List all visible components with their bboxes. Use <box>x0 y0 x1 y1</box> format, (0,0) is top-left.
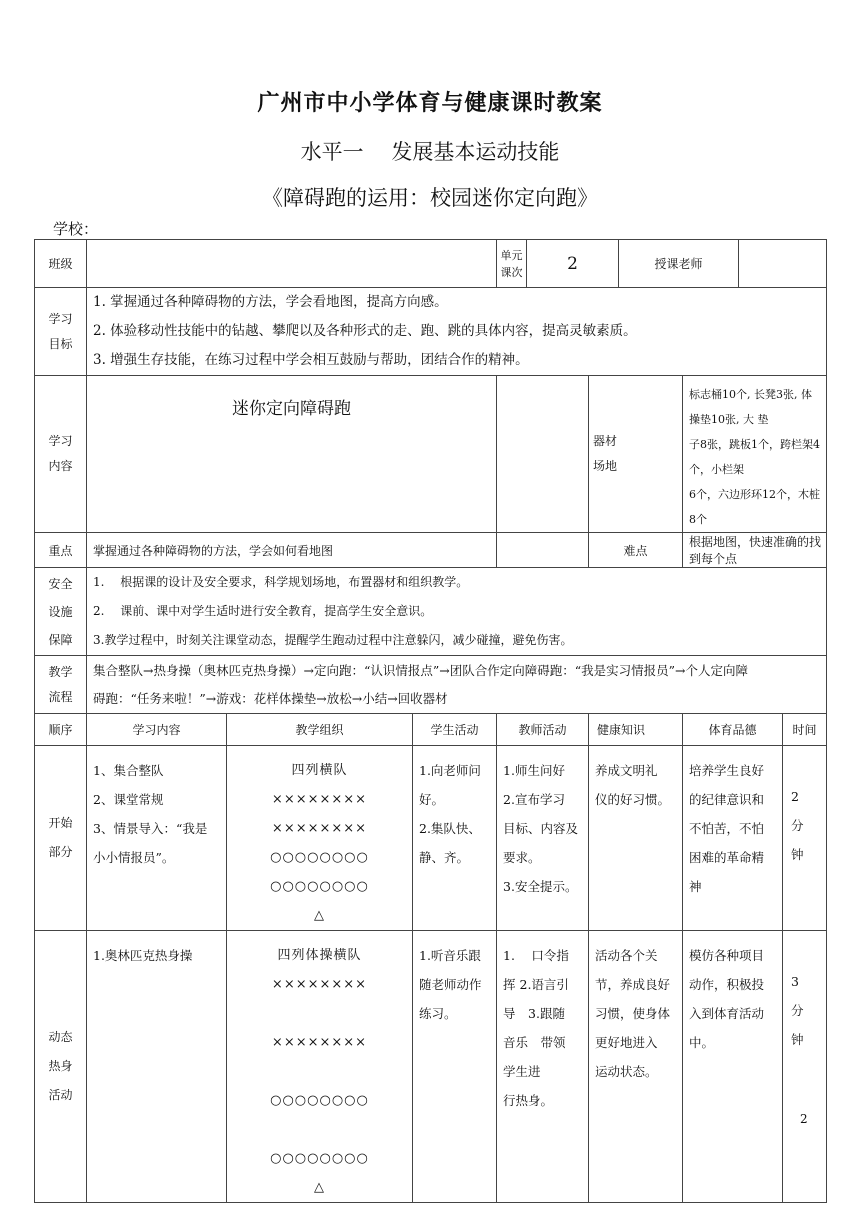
formation-row: ×××××××× <box>271 792 368 807</box>
formation-gap <box>227 1057 412 1086</box>
student-line: 好。 <box>419 792 445 807</box>
safety-label-line-3: 保障 <box>48 632 73 647</box>
difficulty-value: 根据地图，快速准确的找到每个点 <box>683 533 827 568</box>
section-name-line: 热身 <box>48 1059 73 1073</box>
content-value: 迷你定向障碍跑 <box>87 376 497 533</box>
teacher-line: 学生进 <box>503 1064 541 1079</box>
section-name <box>35 746 87 931</box>
formation-row: ×××××××× <box>271 977 368 992</box>
moral-line: 入到体育活动 <box>689 1006 765 1021</box>
equipment-label <box>589 376 683 533</box>
time-line: 分 <box>791 1003 804 1018</box>
equipment-label-line-2: 场地 <box>593 459 618 473</box>
section-name-line: 活动 <box>48 1088 73 1102</box>
col-header-health: 健康知识 <box>589 714 683 746</box>
col-header-time: 时间 <box>783 714 827 746</box>
health-line: 习惯，使身体 <box>595 1006 671 1021</box>
section-time <box>783 931 827 1203</box>
flow-label-line-2: 流程 <box>48 689 73 704</box>
formation-row: ○○○○○○○○ <box>270 879 369 894</box>
student-line: 1.听音乐跟 <box>419 948 481 963</box>
teacher-line: 挥 2.语言引 <box>503 977 569 992</box>
safety-list <box>87 568 827 656</box>
section-name-line: 开始 <box>48 816 73 830</box>
section-time <box>783 746 827 931</box>
section-health-knowledge <box>589 746 683 931</box>
section-content <box>87 931 227 1203</box>
student-line: 练习。 <box>419 1006 457 1021</box>
focus-value: 掌握通过各种障碍物的方法，学会如何看地图 <box>87 533 497 568</box>
col-header-moral: 体育品德 <box>683 714 783 746</box>
safety-item: 1. 根据课的设计及安全要求，科学规划场地，布置器材和组织教学。 <box>93 575 469 589</box>
section-name-line: 部分 <box>48 845 73 859</box>
content-spacer <box>497 376 589 533</box>
teacher-value <box>739 240 827 288</box>
col-header-order: 顺序 <box>35 714 87 746</box>
section-teacher-activity <box>497 746 589 931</box>
student-line: 随老师动作 <box>419 977 482 992</box>
teacher-line: 要求。 <box>503 850 541 865</box>
flow-text <box>87 656 827 714</box>
section-student-activity <box>413 931 497 1203</box>
goals-list <box>87 288 827 376</box>
time-line: 3 <box>791 974 799 989</box>
lesson-plan-table <box>34 239 827 1203</box>
formation-gap <box>227 999 412 1028</box>
moral-line: 动作，积极投 <box>689 977 765 992</box>
section-organization <box>227 931 413 1203</box>
section-moral <box>683 931 783 1203</box>
section-start-row <box>35 746 827 931</box>
goals-label-line-1: 学习 <box>48 311 73 326</box>
section-health-knowledge <box>589 931 683 1203</box>
health-line: 养成文明礼 <box>595 763 658 778</box>
content-line: 2、课堂常规 <box>93 792 164 807</box>
teacher-line: 2.宣布学习 <box>503 792 565 807</box>
school-label: 学校： <box>53 220 99 238</box>
focus-label: 重点 <box>35 533 87 568</box>
teacher-line: 目标、内容及 <box>503 821 579 836</box>
safety-label-line-2: 设施 <box>48 604 73 619</box>
section-teacher-activity <box>497 931 589 1203</box>
page-number: 2 <box>800 1112 808 1126</box>
flow-label <box>35 656 87 714</box>
class-info-row <box>35 240 827 288</box>
content-line: 1、集合整队 <box>93 763 164 778</box>
teacher-line: 行热身。 <box>503 1093 554 1108</box>
formation-caption: 四列体操横队 <box>277 948 362 963</box>
health-line: 更好地进入 <box>595 1035 658 1050</box>
focus-spacer <box>497 533 589 568</box>
moral-line: 中。 <box>689 1035 715 1050</box>
page-subtitle: 水平一 发展基本运动技能 <box>300 140 560 164</box>
time-line: 2 <box>791 789 799 804</box>
health-line: 活动各个关 <box>595 948 658 963</box>
lesson-title: 《障碍跑的运用：校园迷你定向跑》 <box>262 186 598 210</box>
teacher-line: 音乐 带领 <box>503 1035 566 1050</box>
equipment-line: 子8张，跳板1个，跨栏架4个，小栏架 <box>689 438 821 476</box>
formation-caption: 四列横队 <box>291 763 348 778</box>
student-line: 2.集队快、 <box>419 821 481 836</box>
column-header-row <box>35 714 827 746</box>
safety-item: 3.教学过程中，时刻关注课堂动态，提醒学生跑动过程中注意躲闪，减少碰撞，避免伤害。 <box>93 633 573 647</box>
time-line: 分 <box>791 818 804 833</box>
unit-value: 2 <box>527 240 619 288</box>
safety-label-line-1: 安全 <box>48 576 73 591</box>
section-warmup-row <box>35 931 827 1203</box>
col-header-organization: 教学组织 <box>227 714 413 746</box>
goals-label-line-2: 目标 <box>48 336 73 351</box>
moral-line: 的纪律意识和 <box>689 792 765 807</box>
page-title: 广州市中小学体育与健康课时教案 <box>257 90 603 116</box>
student-line: 静、齐。 <box>419 850 470 865</box>
moral-line: 培养学生良好 <box>689 763 765 778</box>
moral-line: 不怕苦，不怕 <box>689 821 765 836</box>
time-line: 钟 <box>791 847 804 862</box>
content-label <box>35 376 87 533</box>
goal-item: 1. 掌握通过各种障碍物的方法，学会看地图，提高方向感。 <box>93 294 448 310</box>
section-student-activity <box>413 746 497 931</box>
col-header-content: 学习内容 <box>87 714 227 746</box>
goals-label <box>35 288 87 376</box>
formation-row: ×××××××× <box>271 821 368 836</box>
section-name <box>35 931 87 1203</box>
equipment-line: 标志桶10个, 长凳3张, 体操垫10张, 大 垫 <box>689 388 813 426</box>
teacher-position-icon: △ <box>314 908 325 923</box>
health-line: 节，养成良好 <box>595 977 671 992</box>
teacher-line: 1.师生问好 <box>503 763 565 778</box>
section-name-line: 动态 <box>48 1030 73 1044</box>
content-label-line-1: 学习 <box>48 434 73 448</box>
moral-line: 模仿各种项目 <box>689 948 765 963</box>
flow-line: 集合整队→热身操（奥林匹克热身操）→定向跑：“认识情报点”→团队合作定向障碍跑：“我是实习情报员”→个人定向障 <box>93 662 748 678</box>
health-line: 运动状态。 <box>595 1064 658 1079</box>
safety-row <box>35 568 827 656</box>
formation-row: ○○○○○○○○ <box>270 1093 369 1108</box>
teacher-line: 3.安全提示。 <box>503 879 578 894</box>
class-value <box>87 240 497 288</box>
focus-row <box>35 533 827 568</box>
section-moral <box>683 746 783 931</box>
goal-item: 3. 增强生存技能，在练习过程中学会相互鼓励与帮助，团结合作的精神。 <box>93 352 529 368</box>
safety-item: 2. 课前、课中对学生适时进行安全教育，提高学生安全意识。 <box>93 604 433 618</box>
formation-row: ○○○○○○○○ <box>270 1151 369 1166</box>
content-line: 小小情报员”。 <box>93 850 175 865</box>
equipment-line: 6个，六边形环12个，木桩8个 <box>689 488 821 526</box>
formation-gap <box>227 1115 412 1144</box>
equipment-list <box>683 376 827 533</box>
content-line: 3、情景导入：“我是 <box>93 821 208 836</box>
student-line: 1.向老师问 <box>419 763 481 778</box>
teacher-label: 授课老师 <box>619 240 739 288</box>
col-header-student: 学生活动 <box>413 714 497 746</box>
section-content <box>87 746 227 931</box>
teacher-position-icon: △ <box>314 1180 325 1195</box>
col-header-teacher: 教师活动 <box>497 714 589 746</box>
teacher-line: 1. 口令指 <box>503 948 569 963</box>
moral-line: 神 <box>689 879 702 894</box>
difficulty-label: 难点 <box>589 533 683 568</box>
unit-label-line-2: 课次 <box>500 265 523 279</box>
flow-label-line-1: 教学 <box>48 664 73 679</box>
teacher-line: 导 3.跟随 <box>503 1006 565 1021</box>
flow-row <box>35 656 827 714</box>
content-row <box>35 376 827 533</box>
equipment-label-line-1: 器材 <box>593 434 618 448</box>
time-line: 钟 <box>791 1032 804 1047</box>
unit-label-line-1: 单元 <box>500 248 523 262</box>
content-label-line-2: 内容 <box>48 459 73 473</box>
health-line: 仪的好习惯。 <box>595 792 671 807</box>
formation-row: ×××××××× <box>271 1035 368 1050</box>
flow-line: 碍跑：“任务来啦！”→游戏：花样体操垫→放松→小结→回收器材 <box>93 690 448 706</box>
class-label: 班级 <box>35 240 87 288</box>
formation-row: ○○○○○○○○ <box>270 850 369 865</box>
moral-line: 困难的革命精 <box>689 850 765 865</box>
unit-label <box>497 240 527 288</box>
safety-label <box>35 568 87 656</box>
content-line: 1.奥林匹克热身操 <box>93 948 193 963</box>
goals-row <box>35 288 827 376</box>
goal-item: 2. 体验移动性技能中的钻越、攀爬以及各种形式的走、跑、跳的具体内容，提高灵敏素质。 <box>93 323 637 339</box>
section-organization <box>227 746 413 931</box>
